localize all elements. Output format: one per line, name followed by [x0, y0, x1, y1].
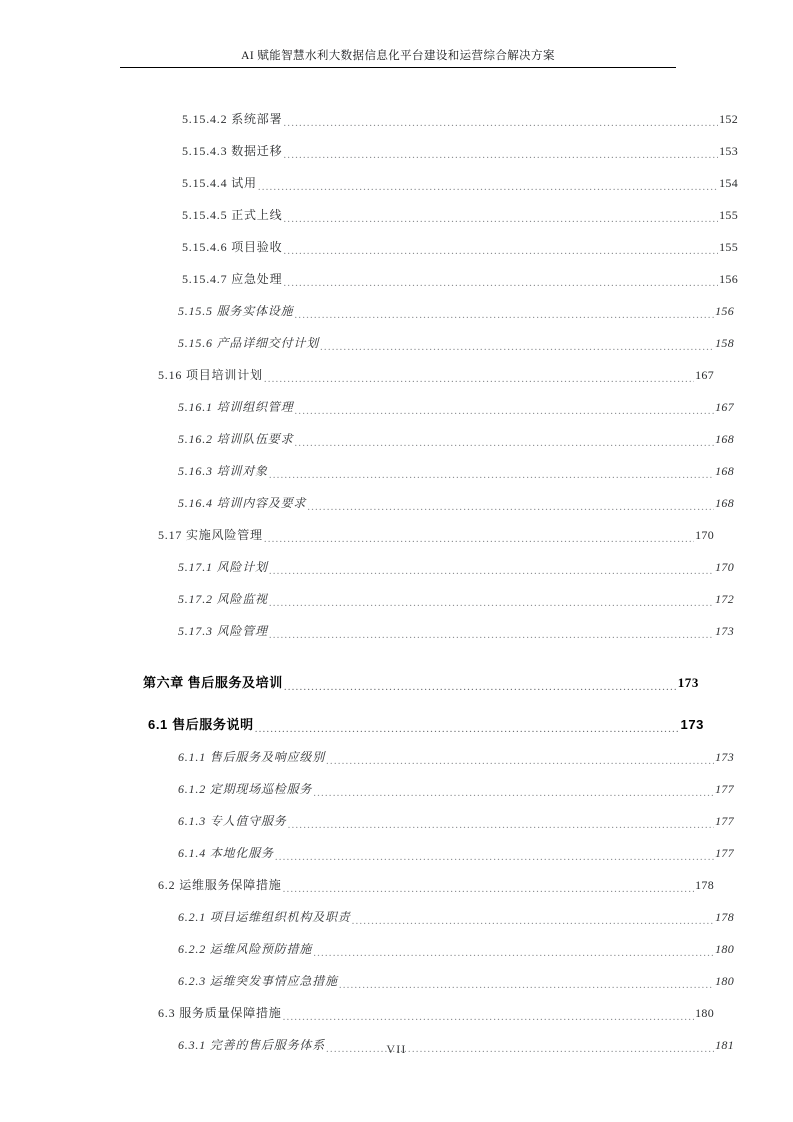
toc-dot-leader	[283, 210, 718, 224]
toc-entry[interactable]	[120, 320, 734, 352]
toc-entry-label: 5.15.6 产品详细交付计划	[178, 336, 320, 350]
toc-entry-label: 5.16.2 培训队伍要求	[178, 432, 294, 446]
toc-entry[interactable]	[120, 448, 734, 480]
toc-entry[interactable]	[120, 544, 734, 576]
toc-entry-label: 6.2.1 项目运维组织机构及职责	[178, 910, 351, 924]
toc-entry[interactable]	[120, 192, 738, 224]
toc-dot-leader	[313, 784, 714, 798]
toc-dot-leader	[288, 816, 714, 830]
running-header	[120, 48, 676, 68]
toc-entry[interactable]	[120, 734, 734, 766]
toc-dot-leader	[283, 114, 718, 128]
toc-entry-page-number: 168	[715, 496, 734, 510]
toc-entry-label: 5.16.4 培训内容及要求	[178, 496, 307, 510]
toc-entry[interactable]	[120, 926, 734, 958]
toc-dot-leader	[313, 944, 714, 958]
toc-entry-label: 5.15.4.7 应急处理	[182, 272, 283, 286]
toc-entry-label: 5.17.3 风险管理	[178, 624, 268, 638]
toc-dot-leader	[294, 402, 714, 416]
toc-entry-label: 6.2 运维服务保障措施	[158, 878, 282, 892]
toc-entry[interactable]	[120, 512, 714, 544]
toc-entry-page-number: 180	[715, 974, 734, 988]
toc-entry-label: 6.2.3 运维突发事情应急措施	[178, 974, 338, 988]
toc-entry-label: 5.15.5 服务实体设施	[178, 304, 294, 318]
toc-entry-label: 6.1.4 本地化服务	[178, 846, 274, 860]
toc-entry-label: 6.3.1 完善的售后服务体系	[178, 1038, 326, 1052]
toc-entry[interactable]	[120, 288, 734, 320]
toc-entry[interactable]	[120, 256, 738, 288]
toc-entry-label: 5.15.4.6 项目验收	[182, 240, 283, 254]
header-title: AI 赋能智慧水利大数据信息化平台建设和运营综合解决方案	[241, 50, 555, 62]
toc-entry-page-number: 173	[680, 717, 704, 732]
toc-dot-leader	[339, 976, 714, 990]
toc-dot-leader	[264, 530, 694, 544]
toc-entry[interactable]	[120, 416, 734, 448]
toc-entry[interactable]	[120, 692, 704, 734]
toc-dot-leader	[283, 146, 718, 160]
toc-entry[interactable]	[120, 766, 734, 798]
toc-dot-leader	[258, 178, 718, 192]
toc-entry-label: 第六章 售后服务及培训	[143, 675, 283, 690]
toc-entry-page-number: 178	[695, 878, 714, 892]
toc-entry-label: 5.16.1 培训组织管理	[178, 400, 294, 414]
toc-entry-label: 5.15.4.5 正式上线	[182, 208, 283, 222]
toc-entry[interactable]	[120, 160, 738, 192]
toc-entry-page-number: 155	[719, 208, 738, 222]
toc-entry-label: 5.15.4.2 系统部署	[182, 112, 283, 126]
toc-entry[interactable]	[120, 608, 734, 640]
toc-entry-label: 6.1.3 专人值守服务	[178, 814, 287, 828]
toc-dot-leader	[294, 306, 714, 320]
toc-dot-leader	[284, 678, 677, 692]
toc-entry-page-number: 153	[719, 144, 738, 158]
toc-entry-page-number: 177	[715, 846, 734, 860]
toc-entry[interactable]	[120, 894, 734, 926]
toc-entry[interactable]	[120, 958, 734, 990]
toc-entry-page-number: 168	[715, 464, 734, 478]
toc-entry-page-number: 167	[715, 400, 734, 414]
toc-entry[interactable]	[120, 128, 738, 160]
toc-dot-leader	[326, 752, 714, 766]
toc-entry-page-number: 152	[719, 112, 738, 126]
footer-page-number: VII	[386, 1042, 407, 1056]
toc-entry-page-number: 180	[695, 1006, 714, 1020]
toc-entry[interactable]	[120, 798, 734, 830]
toc-entry-label: 6.1.2 定期现场巡检服务	[178, 782, 313, 796]
toc-dot-leader	[269, 594, 714, 608]
toc-entry-page-number: 156	[719, 272, 738, 286]
toc-dot-leader	[269, 626, 714, 640]
toc-entry-page-number: 168	[715, 432, 734, 446]
toc-entry[interactable]	[120, 384, 734, 416]
toc-entry-page-number: 167	[695, 368, 714, 382]
toc-dot-leader	[269, 562, 714, 576]
toc-entry-page-number: 158	[715, 336, 734, 350]
toc-entry-label: 6.2.2 运维风险预防措施	[178, 942, 313, 956]
toc-entry-page-number: 173	[715, 750, 734, 764]
toc-entry-label: 5.16 项目培训计划	[158, 368, 263, 382]
toc-entry-page-number: 173	[715, 624, 734, 638]
toc-entry-page-number: 181	[715, 1038, 734, 1052]
toc-entry-page-number: 170	[695, 528, 714, 542]
toc-dot-leader	[269, 466, 714, 480]
toc-entry-page-number: 156	[715, 304, 734, 318]
toc-entry[interactable]	[120, 640, 699, 692]
toc-entry-page-number: 170	[715, 560, 734, 574]
toc-entry-page-number: 155	[719, 240, 738, 254]
toc-dot-leader	[283, 880, 694, 894]
toc-entry[interactable]	[120, 576, 734, 608]
toc-entry[interactable]	[120, 352, 714, 384]
toc-entry-label: 6.1 售后服务说明	[148, 717, 254, 732]
toc-entry[interactable]	[120, 96, 738, 128]
toc-entry-label: 5.16.3 培训对象	[178, 464, 268, 478]
toc-entry-label: 5.17 实施风险管理	[158, 528, 263, 542]
toc-dot-leader	[264, 370, 694, 384]
toc-dot-leader	[283, 242, 718, 256]
toc-entry-page-number: 177	[715, 814, 734, 828]
table-of-contents	[120, 96, 738, 1054]
toc-dot-leader	[283, 274, 718, 288]
toc-dot-leader	[320, 338, 714, 352]
toc-entry-label: 5.15.4.4 试用	[182, 176, 257, 190]
toc-entry-label: 6.3 服务质量保障措施	[158, 1006, 282, 1020]
toc-entry-page-number: 154	[719, 176, 738, 190]
toc-entry[interactable]	[120, 862, 714, 894]
header-rule	[120, 67, 676, 68]
toc-entry-page-number: 173	[677, 675, 699, 690]
toc-entry-label: 5.17.2 风险监视	[178, 592, 268, 606]
toc-entry-page-number: 172	[715, 592, 734, 606]
toc-entry[interactable]	[120, 830, 734, 862]
toc-dot-leader	[255, 720, 680, 734]
toc-entry[interactable]	[120, 224, 738, 256]
toc-dot-leader	[283, 1008, 694, 1022]
toc-entry-label: 5.15.4.3 数据迁移	[182, 144, 283, 158]
toc-entry[interactable]	[120, 480, 734, 512]
toc-entry-page-number: 177	[715, 782, 734, 796]
toc-dot-leader	[352, 912, 714, 926]
toc-entry-label: 6.1.1 售后服务及响应级别	[178, 750, 326, 764]
toc-entry[interactable]	[120, 990, 714, 1022]
toc-dot-leader	[307, 498, 714, 512]
page-footer	[0, 1040, 793, 1058]
toc-entry-label: 5.17.1 风险计划	[178, 560, 268, 574]
toc-dot-leader	[275, 848, 714, 862]
toc-dot-leader	[294, 434, 714, 448]
toc-entry-page-number: 180	[715, 942, 734, 956]
toc-entry-page-number: 178	[715, 910, 734, 924]
